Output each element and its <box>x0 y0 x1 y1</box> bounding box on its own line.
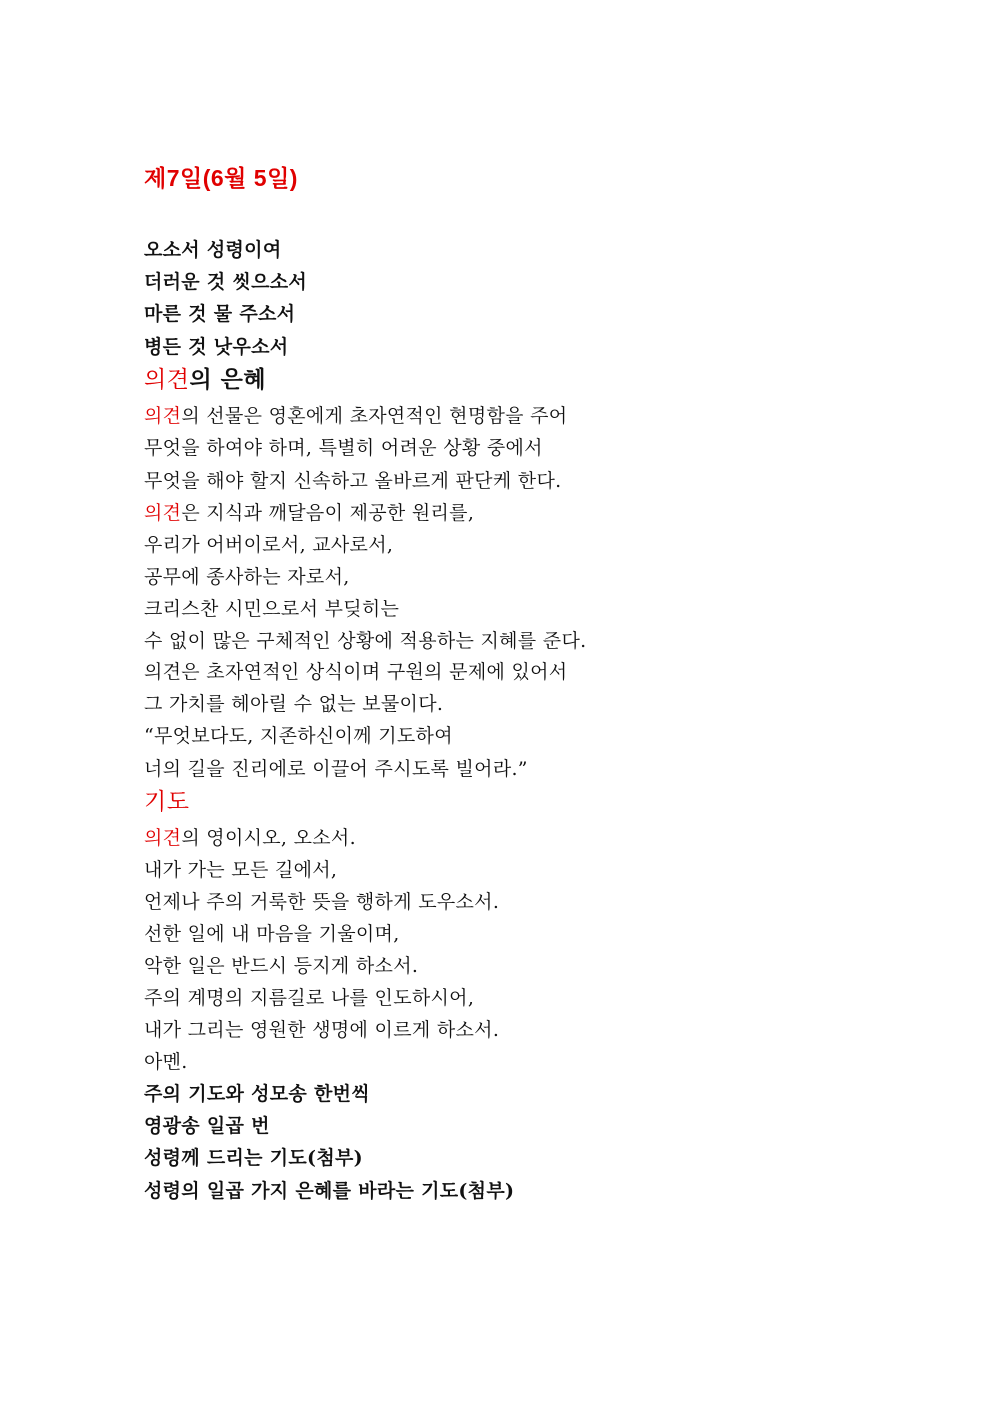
invocation-line: 마른 것 물 주소서 <box>144 303 296 325</box>
prayer-line: 악한 일은 반드시 등지게 하소서. <box>144 955 419 977</box>
closing-line: 성령께 드리는 기도(첨부) <box>144 1147 363 1169</box>
gift-line: 공무에 종사하는 자로서, <box>144 566 350 588</box>
gift-heading <box>144 366 266 394</box>
gift-line: 무엇을 해야 할지 신속하고 올바르게 판단케 한다. <box>144 470 562 492</box>
gift-line-text: 은 지식과 깨달음이 제공한 원리를, <box>181 502 475 524</box>
prayer-line: 언제나 주의 거룩한 뜻을 행하게 도우소서. <box>144 891 500 913</box>
prayer-line: 내가 가는 모든 길에서, <box>144 859 338 881</box>
gift-line: 그 가치를 헤아릴 수 없는 보물이다. <box>144 693 444 715</box>
prayer-line-text: 의 영이시오, 오소서. <box>181 827 356 849</box>
gift-line <box>144 402 567 430</box>
gift-heading-rest: 의 은혜 <box>189 366 267 393</box>
gift-line: 너의 길을 진리에로 이끌어 주시도록 빌어라.” <box>144 758 528 780</box>
gift-line: 무엇을 하여야 하며, 특별히 어려운 상황 중에서 <box>144 437 543 459</box>
gift-heading-highlight: 의견 <box>144 367 190 393</box>
gift-line-text: 의 선물은 영혼에게 초자연적인 현명함을 주어 <box>181 405 568 427</box>
page-title: 제7일(6월 5일) <box>144 165 298 191</box>
gift-line: 수 없이 많은 구체적인 상황에 적용하는 지혜를 준다. <box>144 630 587 652</box>
invocation-line: 병든 것 낫우소서 <box>144 336 289 358</box>
closing-line: 영광송 일곱 번 <box>144 1115 270 1137</box>
gift-line <box>144 499 474 527</box>
closing-line: 성령의 일곱 가지 은혜를 바라는 기도(첨부) <box>144 1180 515 1202</box>
closing-line: 주의 기도와 성모송 한번씩 <box>144 1083 370 1105</box>
highlight-word: 의견 <box>144 502 182 524</box>
prayer-heading: 기도 <box>144 789 190 815</box>
prayer-line: 선한 일에 내 마음을 기울이며, <box>144 923 400 945</box>
highlight-word: 의견 <box>144 405 182 427</box>
highlight-word: 의견 <box>144 827 182 849</box>
prayer-line: 아멘. <box>144 1051 188 1073</box>
prayer-line <box>144 824 356 852</box>
invocation-line: 오소서 성령이여 <box>144 239 282 261</box>
prayer-line: 주의 계명의 지름길로 나를 인도하시어, <box>144 987 475 1009</box>
prayer-line: 내가 그리는 영원한 생명에 이르게 하소서. <box>144 1019 500 1041</box>
gift-line: 크리스찬 시민으로서 부딪히는 <box>144 598 400 620</box>
invocation-line: 더러운 것 씻으소서 <box>144 271 308 293</box>
gift-line: “무엇보다도, 지존하신이께 기도하여 <box>144 725 453 747</box>
gift-line: 우리가 어버이로서, 교사로서, <box>144 534 394 556</box>
gift-line: 의견은 초자연적인 상식이며 구원의 문제에 있어서 <box>144 661 568 683</box>
